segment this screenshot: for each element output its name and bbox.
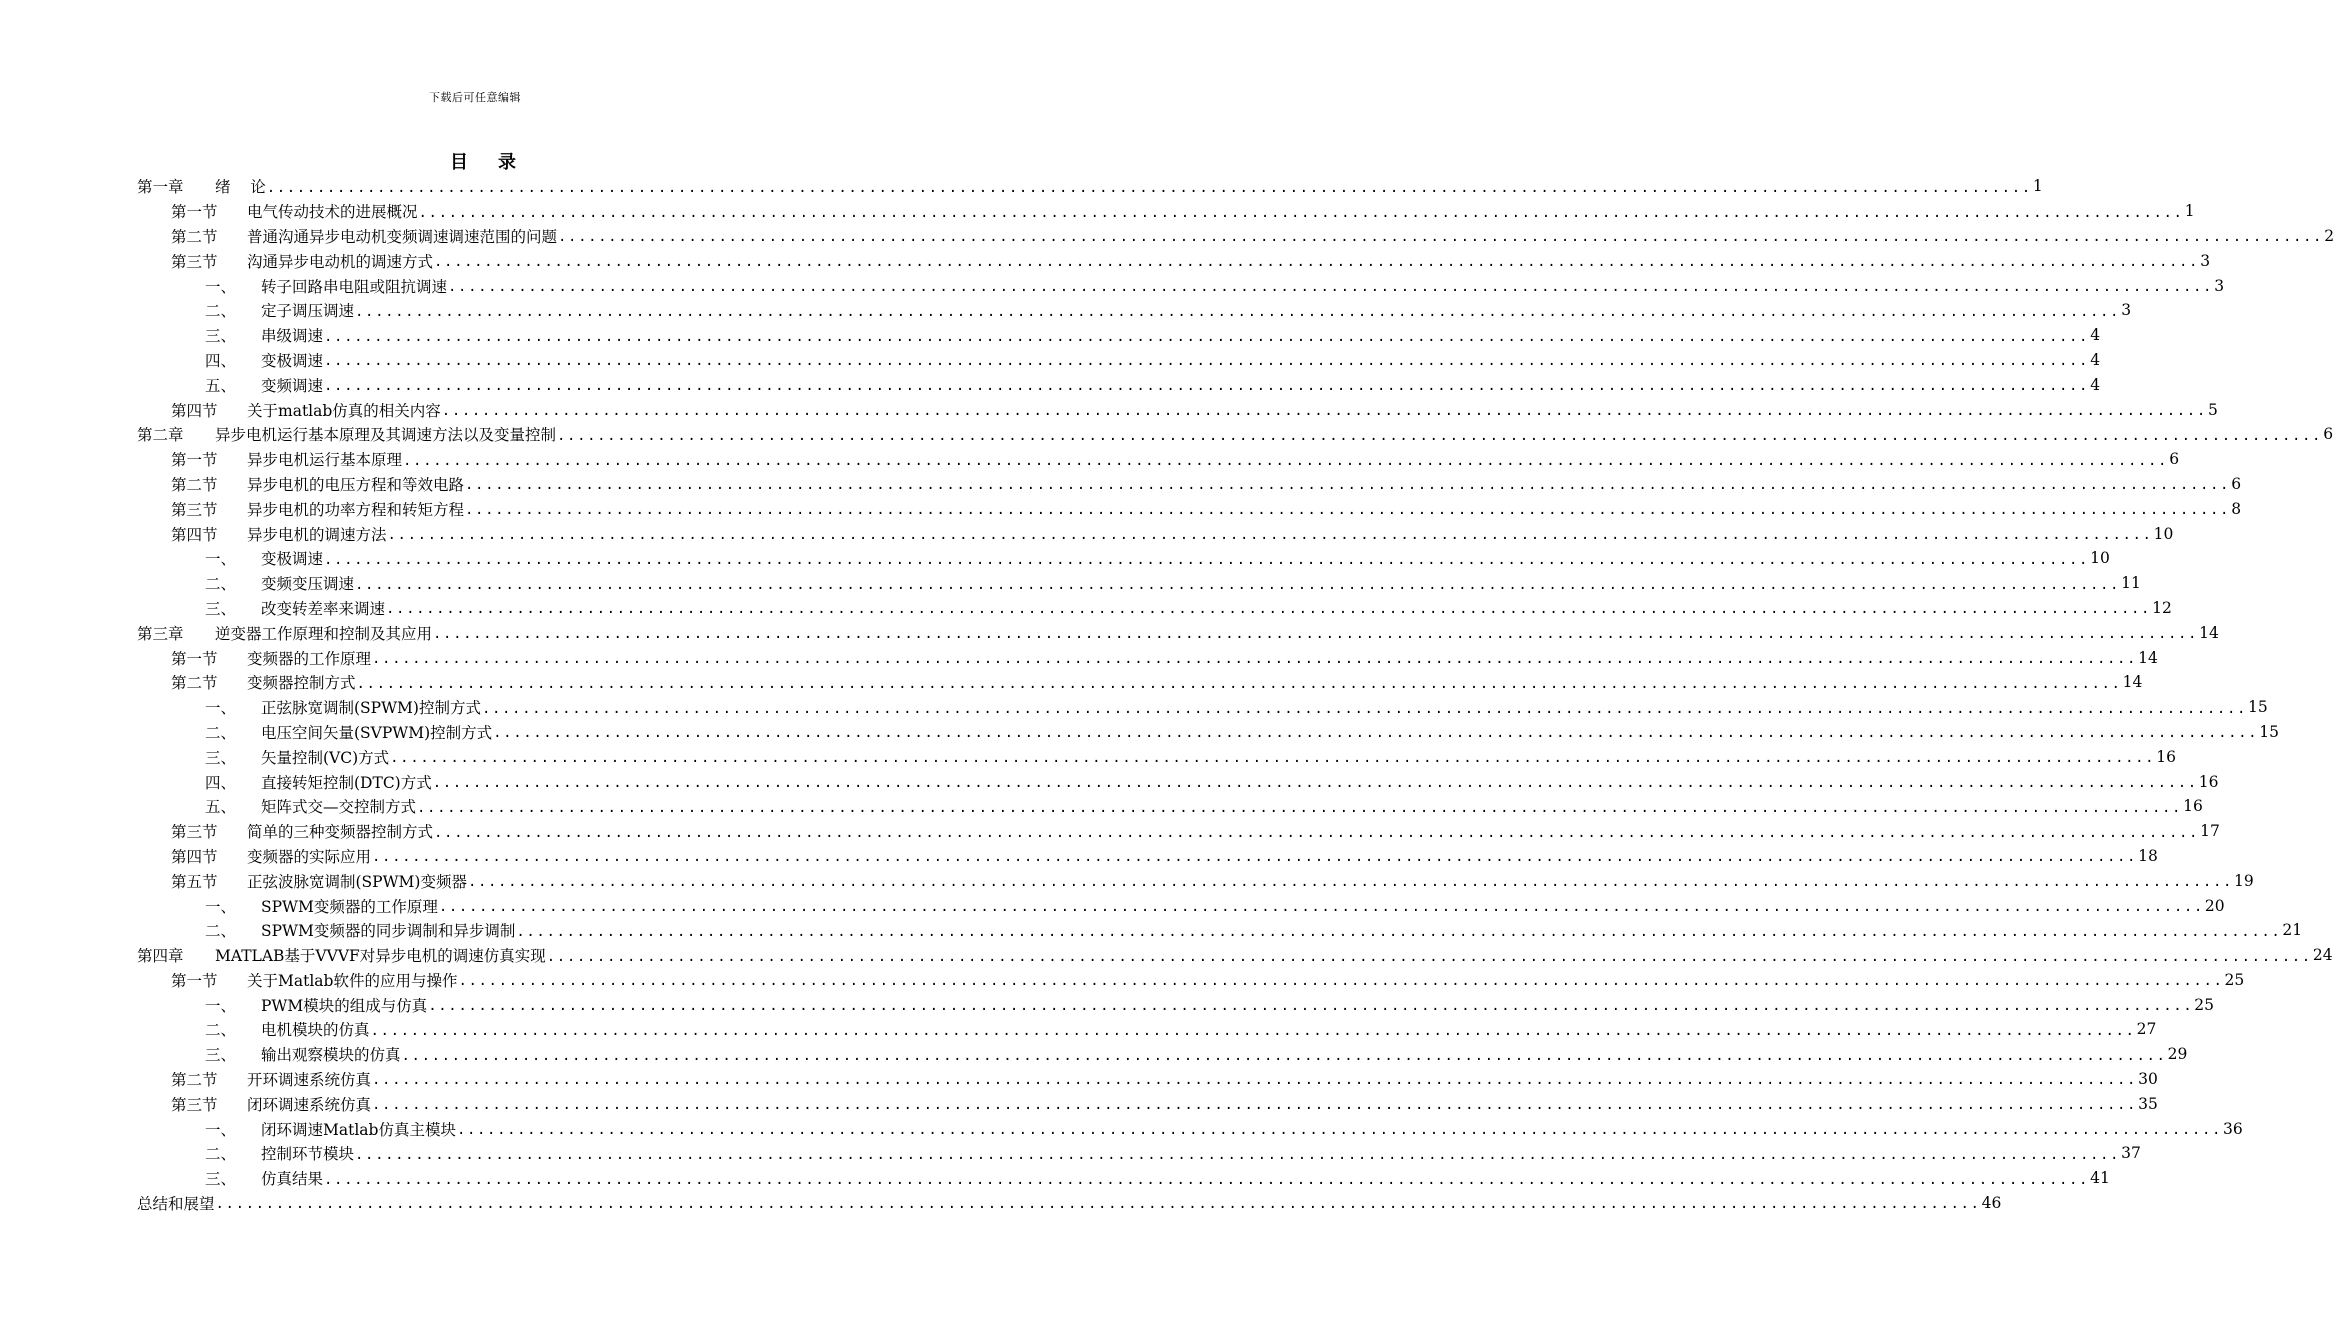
toc-entry[interactable] [137,720,2279,745]
toc-entry[interactable] [137,695,2268,720]
toc-entry-title: 闭环调速系统仿真 [247,1095,372,1114]
toc-entry-title: 变频调速 [261,376,324,395]
toc-entry-number: 一、 [205,996,237,1015]
toc-dot-leader [267,180,2032,199]
toc-entry-page: 41 [2090,1169,2110,1188]
toc-entry-number: 五、 [205,376,237,395]
toc-entry-title: 总结和展望 [137,1195,215,1214]
toc-entry-number: 第一章 [137,178,184,197]
toc-entry-page: 25 [2194,995,2215,1014]
toc-entry-title: 输出观察模块的仿真 [261,1046,401,1065]
toc-entry-page: 1 [2032,177,2043,196]
toc-entry[interactable] [137,422,2334,447]
toc-entry-number: 第一节 [171,971,218,990]
toc-dot-leader [465,477,2230,496]
toc-entry-number: 第三节 [171,500,218,519]
toc-dot-leader [386,601,2151,620]
toc-entry[interactable] [137,769,2219,794]
toc-entry-page: 16 [2198,772,2219,791]
toc-entry-number: 三、 [205,1170,237,1189]
toc-entry-page: 6 [2231,474,2242,493]
toc-entry-page: 27 [2136,1020,2157,1039]
toc-entry-page: 4 [2090,375,2101,394]
toc-entry-page: 6 [2169,450,2180,469]
toc-entry[interactable] [137,1091,2158,1116]
toc-entry[interactable] [137,943,2333,968]
toc-entry-number: 二、 [205,302,237,321]
toc-entry-title: 变极调速 [261,351,324,370]
toc-entry[interactable] [137,1017,2157,1042]
toc-entry[interactable] [137,472,2242,497]
toc-entry[interactable] [137,744,2176,769]
toc-entry-number: 二、 [205,1021,237,1040]
toc-entry-page: 2 [2324,226,2334,245]
toc-entry-number: 一、 [205,550,237,569]
toc-dot-leader [557,428,2322,447]
toc-dot-leader [442,403,2207,422]
toc-entry[interactable] [137,224,2334,249]
toc-dot-leader [482,701,2247,720]
toc-entry-page: 6 [2323,425,2334,444]
toc-entry-title: 异步电机运行基本原理 [247,451,403,470]
toc-entry[interactable] [137,1042,2188,1067]
toc-entry-page: 1 [2184,202,2195,221]
toc-dot-leader [403,453,2168,472]
toc-dot-leader [428,998,2193,1017]
toc-entry-title: 沟通异步电动机的调速方式 [247,252,434,271]
toc-entry-title: 控制环节模块 [261,1145,355,1164]
toc-heading: 目录 [450,152,546,173]
toc-dot-leader [468,874,2233,893]
toc-dot-leader [372,651,2137,670]
toc-entry-number: 第一节 [171,451,218,470]
toc-entry[interactable] [137,645,2158,670]
toc-entry-page: 37 [2121,1144,2141,1163]
toc-entry-number: 第一节 [171,203,218,222]
toc-entry[interactable] [137,992,2215,1017]
toc-entry-title: SPWM变频器的工作原理 [261,897,438,916]
toc-entry-page: 17 [2200,822,2220,841]
toc-entry-page: 4 [2090,326,2101,345]
toc-entry-title: 关于matlab仿真的相关内容 [247,401,441,420]
toc-entry-title: 变频变压调速 [261,575,355,594]
toc-entry-page: 8 [2231,499,2242,518]
toc-dot-leader [324,329,2089,348]
toc-entry-title: 电压空间矢量(SVPWM)控制方式 [261,723,493,742]
toc-dot-leader [371,1023,2136,1042]
toc-entry-page: 12 [2152,598,2172,617]
toc-dot-leader [433,626,2198,645]
toc-entry[interactable] [137,199,2195,224]
toc-entry[interactable] [137,323,2101,348]
toc-entry-title: 仿真结果 [261,1170,324,1189]
toc-entry-number: 一、 [205,277,237,296]
toc-entry[interactable] [137,893,2225,918]
toc-entry-number: 第四节 [171,847,218,866]
toc-entry-page: 10 [2090,549,2110,568]
toc-entry-page: 21 [2282,921,2303,940]
toc-entry-number: 五、 [205,798,237,817]
toc-entry-title: PWM模块的组成与仿真 [261,996,428,1015]
toc-entry-page: 29 [2167,1045,2188,1064]
toc-entry-page: 14 [2199,623,2219,642]
toc-entry[interactable] [137,1141,2141,1166]
toc-entry-title: 直接转矩控制(DTC)方式 [261,773,432,792]
toc-entry-title: 矢量控制(VC)方式 [261,748,390,767]
toc-entry-title: 普通沟通异步电动机变频调速调速范围的问题 [247,227,558,246]
toc-entry-title: 电气传动技术的进展概况 [247,203,418,222]
toc-dot-leader [439,899,2204,918]
toc-entry-number: 第二节 [171,1071,218,1090]
table-of-contents [137,174,2334,1215]
toc-entry[interactable] [137,298,2132,323]
toc-entry-page: 18 [2138,846,2158,865]
toc-entry-title: 绪 论 [215,178,266,197]
toc-entry[interactable] [137,596,2172,621]
toc-entry-page: 25 [2224,970,2245,989]
toc-entry-page: 19 [2234,871,2254,890]
toc-entry-page: 3 [2121,301,2132,320]
toc-entry-page: 20 [2204,896,2225,915]
toc-entry[interactable] [137,273,2225,298]
toc-entry[interactable] [137,968,2245,993]
toc-dot-leader [355,304,2120,323]
toc-entry-page: 10 [2153,524,2174,543]
toc-entry-number: 一、 [205,699,237,718]
toc-dot-leader [558,229,2323,248]
toc-entry-title: 异步电机的电压方程和等效电路 [247,475,465,494]
toc-dot-leader [402,1048,2167,1067]
toc-entry-number: 二、 [205,1145,237,1164]
toc-entry-number: 三、 [205,327,237,346]
toc-entry-title: 正弦脉宽调制(SPWM)控制方式 [261,699,481,718]
toc-entry[interactable] [137,447,2180,472]
toc-dot-leader [324,353,2089,372]
toc-entry-number: 第二节 [171,475,218,494]
toc-dot-leader [324,552,2089,571]
toc-entry-number: 三、 [205,1046,237,1065]
toc-entry-title: 正弦波脉宽调制(SPWM)变频器 [247,872,467,891]
toc-entry-title: 变频器控制方式 [247,674,356,693]
toc-entry-title: 变极调速 [261,550,324,569]
toc-dot-leader [324,378,2089,397]
toc-entry-number: 二、 [205,922,237,941]
toc-entry-number: 二、 [205,723,237,742]
toc-dot-leader [547,949,2312,968]
toc-entry[interactable] [137,1191,2002,1216]
toc-entry-page: 46 [1981,1194,2002,1213]
toc-dot-leader [372,849,2137,868]
toc-dot-leader [417,800,2182,819]
toc-entry-title: 异步电机的功率方程和转矩方程 [247,500,465,519]
toc-entry-number: 第四章 [137,947,184,966]
toc-dot-leader [355,1147,2120,1166]
toc-dot-leader [434,254,2199,273]
toc-entry[interactable] [137,819,2220,844]
toc-entry[interactable] [137,372,2101,397]
toc-entry-title: SPWM变频器的同步调制和异步调制 [261,922,516,941]
toc-entry[interactable] [137,794,2203,819]
toc-dot-leader [388,527,2153,546]
toc-entry-number: 一、 [205,897,237,916]
toc-entry[interactable] [137,521,2174,546]
toc-entry-number: 第三节 [171,252,218,271]
toc-entry-number: 第四节 [171,401,218,420]
toc-entry-number: 第二节 [171,674,218,693]
page-header-note: 下载后可任意编辑 [429,91,521,104]
toc-entry-number: 第三章 [137,624,184,643]
toc-entry-number: 四、 [205,351,237,370]
toc-entry-page: 4 [2090,350,2101,369]
toc-entry-page: 36 [2223,1119,2243,1138]
toc-entry-number: 第四节 [171,525,218,544]
toc-entry[interactable] [137,348,2101,373]
toc-dot-leader [448,279,2213,298]
toc-entry-page: 35 [2138,1094,2158,1113]
toc-entry[interactable] [137,1116,2243,1141]
toc-entry-title: MATLAB基于VVVF对异步电机的调速仿真实现 [215,947,546,966]
toc-entry[interactable] [137,248,2211,273]
toc-entry-title: 定子调压调速 [261,302,355,321]
toc-entry-title: 转子回路串电阻或阻抗调速 [261,277,448,296]
toc-dot-leader [465,502,2230,521]
toc-entry-page: 16 [2156,747,2176,766]
toc-entry-page: 3 [2200,251,2211,270]
toc-dot-leader [493,725,2258,744]
toc-entry[interactable] [137,397,2218,422]
toc-entry-number: 第三节 [171,823,218,842]
toc-entry-title: 变频器的工作原理 [247,649,372,668]
toc-dot-leader [433,775,2198,794]
toc-entry-title: 关于Matlab软件的应用与操作 [247,971,458,990]
toc-dot-leader [372,1097,2137,1116]
toc-entry-number: 二、 [205,575,237,594]
toc-entry-title: 变频器的实际应用 [247,847,372,866]
toc-entry-title: 异步电机运行基本原理及其调速方法以及变量控制 [215,426,557,445]
toc-entry[interactable] [137,571,2141,596]
toc-entry[interactable] [137,174,2043,199]
toc-entry-title: 简单的三种变频器控制方式 [247,823,434,842]
toc-entry-page: 15 [2259,722,2279,741]
toc-entry-number: 四、 [205,773,237,792]
toc-dot-leader [357,676,2122,695]
toc-entry-title: 电机模块的仿真 [261,1021,370,1040]
toc-entry[interactable] [137,1067,2158,1092]
toc-dot-leader [434,825,2199,844]
toc-dot-leader [419,205,2184,224]
toc-dot-leader [324,1172,2089,1191]
toc-dot-leader [216,1196,1981,1215]
toc-entry-number: 第三节 [171,1095,218,1114]
toc-entry-page: 15 [2248,698,2268,717]
toc-dot-leader [516,924,2281,943]
toc-entry[interactable] [137,620,2219,645]
toc-entry-page: 14 [2122,673,2143,692]
toc-entry[interactable] [137,844,2158,869]
toc-entry-number: 第二节 [171,227,218,246]
toc-entry-number: 第五节 [171,872,218,891]
toc-entry-page: 11 [2121,574,2141,593]
toc-entry-title: 闭环调速Matlab仿真主模块 [261,1120,456,1139]
toc-entry[interactable] [137,918,2303,943]
toc-entry[interactable] [137,546,2110,571]
toc-entry-title: 矩阵式交—交控制方式 [261,798,417,817]
toc-dot-leader [457,1122,2222,1141]
toc-entry-title: 逆变器工作原理和控制及其应用 [215,624,433,643]
toc-entry-page: 5 [2207,400,2218,419]
toc-dot-leader [390,750,2155,769]
toc-entry[interactable] [137,868,2254,893]
toc-entry[interactable] [137,1166,2110,1191]
toc-dot-leader [458,973,2223,992]
toc-entry-number: 第二章 [137,426,184,445]
toc-entry[interactable] [137,670,2143,695]
toc-dot-leader [372,1072,2137,1091]
toc-entry-page: 30 [2138,1070,2158,1089]
toc-entry-page: 24 [2312,946,2333,965]
toc-entry-title: 改变转差率来调速 [261,599,386,618]
toc-entry-page: 3 [2214,276,2225,295]
toc-entry-title: 串级调速 [261,327,324,346]
toc-dot-leader [355,577,2120,596]
toc-entry-number: 三、 [205,599,237,618]
toc-entry-title: 开环调速系统仿真 [247,1071,372,1090]
toc-entry-number: 三、 [205,748,237,767]
toc-entry-number: 第一节 [171,649,218,668]
toc-entry-page: 16 [2183,797,2203,816]
toc-entry[interactable] [137,496,2242,521]
toc-entry-title: 异步电机的调速方法 [247,525,387,544]
toc-entry-number: 一、 [205,1120,237,1139]
toc-entry-page: 14 [2138,648,2158,667]
